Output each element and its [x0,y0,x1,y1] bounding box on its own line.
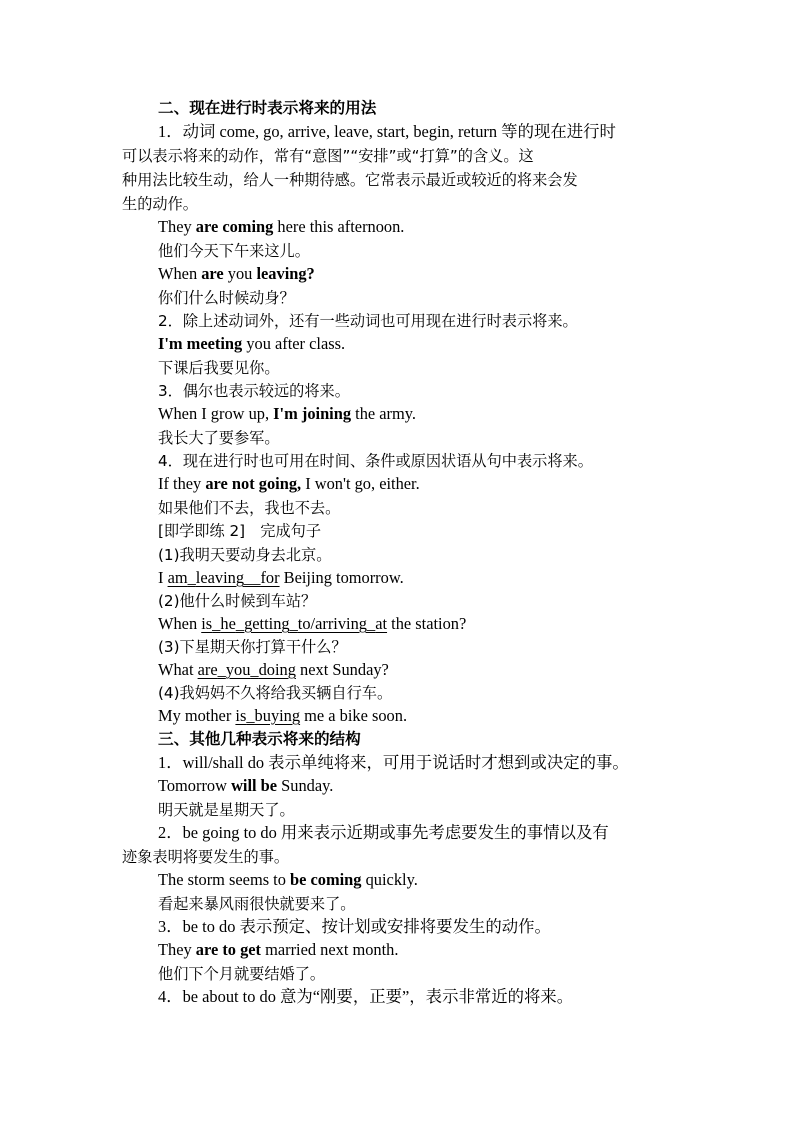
example-sentence-3: I'm meeting you after class. [158,334,346,353]
section-3-para-2-line-2: 迹象表明将要发生的事。 [122,848,290,866]
example-translation-6: 明天就是星期天了。 [158,801,295,819]
example-translation-2: 你们什么时候动身？ [158,289,295,307]
practice-question-2: (2)他什么时候到车站？ [158,592,317,610]
practice-answer-1: I am_leaving__for Beijing tomorrow. [158,568,404,587]
section-3-para-1: 1．will/shall do 表示单纯将来，可用于说话时才想到或决定的事。 [158,753,629,772]
section-2-para-1-line-3: 种用法比较生动，给人一种期待感。它常表示最近或较近的将来会发 [122,171,578,189]
section-2-para-1-line-1: 1．动词 come, go, arrive, leave, start, begin, return 等的现在进行时 [158,122,616,141]
section-2-para-1-line-2: 可以表示将来的动作，常有“意图”“安排”或“打算”的含义。这 [122,147,534,165]
practice-question-1: (1)我明天要动身去北京。 [158,546,332,564]
example-translation-7: 看起来暴风雨很快就要来了。 [158,895,356,913]
section-3-title: 三、其他几种表示将来的结构 [158,730,361,748]
practice-answer-2: When is_he_getting_to/arriving_at the station? [158,614,467,633]
section-2-para-3: 3．偶尔也表示较远的将来。 [158,382,350,400]
example-translation-3: 下课后我要见你。 [158,359,280,377]
practice-question-3: (3)下星期天你打算干什么？ [158,638,347,656]
practice-answer-3: What are_you_doing next Sunday? [158,660,389,679]
section-2-para-2: 2．除上述动词外，还有一些动词也可用现在进行时表示将来。 [158,312,578,330]
example-sentence-4: When I grow up, I'm joining the army. [158,404,416,423]
section-2-title: 二、现在进行时表示将来的用法 [158,99,377,117]
section-3-para-4: 4．be about to do 意为“刚要，正要”，表示非常近的将来。 [158,987,574,1006]
example-sentence-8: They are to get married next month. [158,940,399,959]
example-sentence-6: Tomorrow will be Sunday. [158,776,334,795]
section-3-para-2-line-1: 2．be going to do 用来表示近期或事先考虑要发生的事情以及有 [158,823,609,842]
practice-question-4: (4)我妈妈不久将给我买辆自行车。 [158,684,393,702]
practice-answer-4: My mother is_buying me a bike soon. [158,706,408,725]
example-translation-5: 如果他们不去，我也不去。 [158,499,341,517]
section-3-para-3: 3．be to do 表示预定、按计划或安排将要发生的动作。 [158,917,551,936]
example-sentence-7: The storm seems to be coming quickly. [158,870,418,889]
section-2-para-1-line-4: 生的动作。 [122,195,198,213]
example-sentence-2: When are you leaving? [158,264,315,283]
practice-title: [即学即练 2] 完成句子 [158,522,322,540]
section-2-para-4: 4．现在进行时也可用在时间、条件或原因状语从句中表示将来。 [158,452,593,470]
example-sentence-1: They are coming here this afternoon. [158,217,405,236]
example-sentence-5: If they are not going, I won't go, either. [158,474,420,493]
example-translation-8: 他们下个月就要结婚了。 [158,965,326,983]
example-translation-4: 我长大了要参军。 [158,429,280,447]
example-translation-1: 他们今天下午来这儿。 [158,242,310,260]
